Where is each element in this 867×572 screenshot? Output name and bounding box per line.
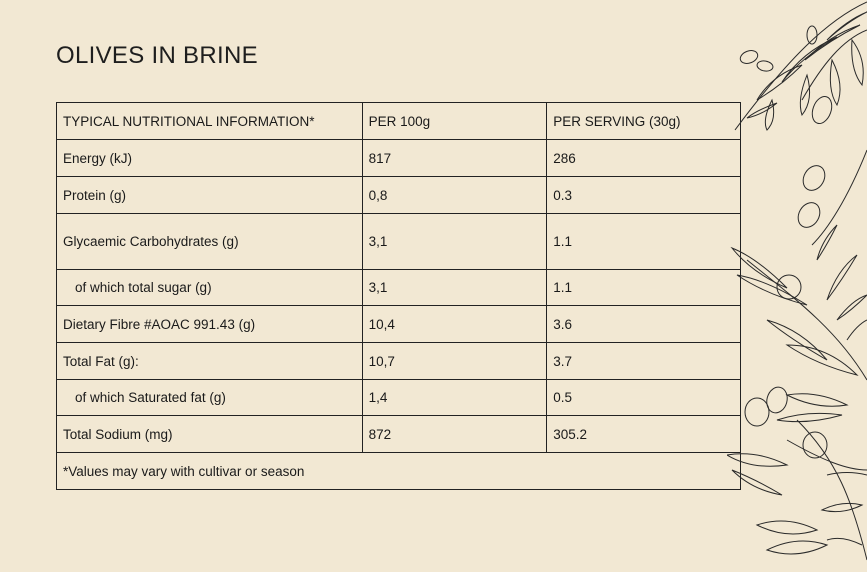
row-per-100g: 1,4 (362, 380, 547, 416)
row-per-100g: 872 (362, 416, 547, 453)
row-nutrient: of which Saturated fat (g) (57, 380, 363, 416)
olive-branch-illustration-icon (727, 0, 867, 572)
row-per-serving: 0.5 (547, 380, 741, 416)
footnote: *Values may vary with cultivar or season (57, 453, 741, 490)
page-title: OLIVES IN BRINE (56, 42, 258, 69)
row-per-serving: 305.2 (547, 416, 741, 453)
header-nutrient: TYPICAL NUTRITIONAL INFORMATION* (57, 103, 363, 140)
table-row (57, 140, 741, 177)
row-nutrient: Total Fat (g): (57, 343, 363, 380)
table-row (57, 214, 741, 270)
row-nutrient: Dietary Fibre #AOAC 991.43 (g) (57, 306, 363, 343)
row-per-serving: 1.1 (547, 214, 741, 270)
row-nutrient: Protein (g) (57, 177, 363, 214)
row-per-100g: 10,4 (362, 306, 547, 343)
row-nutrient: Energy (kJ) (57, 140, 363, 177)
table-row (57, 343, 741, 380)
row-per-serving: 3.7 (547, 343, 741, 380)
row-per-100g: 0,8 (362, 177, 547, 214)
row-per-serving: 3.6 (547, 306, 741, 343)
table-row (57, 270, 741, 306)
row-per-100g: 3,1 (362, 214, 547, 270)
table-row (57, 177, 741, 214)
footnote-row (57, 453, 741, 490)
row-per-100g: 817 (362, 140, 547, 177)
row-nutrient: Glycaemic Carbohydrates (g) (57, 214, 363, 270)
header-per-serving: PER SERVING (30g) (547, 103, 741, 140)
table-row (57, 306, 741, 343)
nutrition-table (56, 102, 741, 490)
row-nutrient: Total Sodium (mg) (57, 416, 363, 453)
table-row (57, 416, 741, 453)
table-row (57, 380, 741, 416)
row-per-serving: 0.3 (547, 177, 741, 214)
row-nutrient: of which total sugar (g) (57, 270, 363, 306)
row-per-100g: 3,1 (362, 270, 547, 306)
table-header-row (57, 103, 741, 140)
row-per-serving: 286 (547, 140, 741, 177)
row-per-100g: 10,7 (362, 343, 547, 380)
row-per-serving: 1.1 (547, 270, 741, 306)
header-per-100g: PER 100g (362, 103, 547, 140)
